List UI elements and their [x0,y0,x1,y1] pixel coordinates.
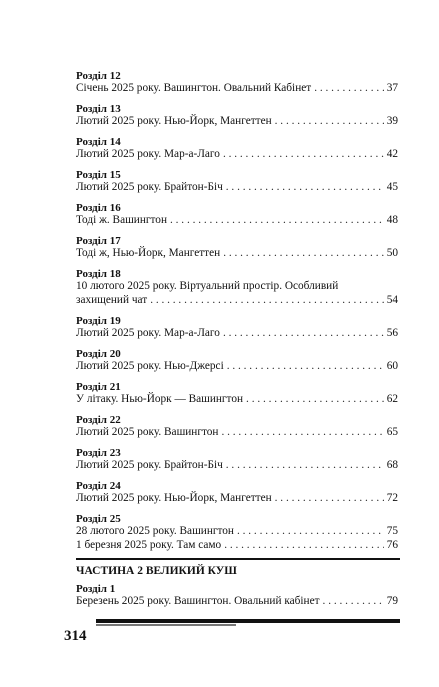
chapter-heading: Розділ 24 [76,480,121,492]
toc-line-text: Лютий 2025 року. Нью-Джерсі [76,360,224,372]
toc-page-number: 54 [386,294,398,306]
toc-entry [76,268,398,308]
toc-entry [76,480,398,506]
toc-line-text: захищений чат [76,294,148,306]
entry-spacer [76,506,398,513]
entry-spacer [76,96,398,103]
toc-line-text: Лютий 2025 року. Мар-а-Лаго [76,327,220,339]
dot-leader [226,181,384,194]
toc-line-text: Лютий 2025 року. Брайтон-Біч [76,459,223,471]
chapter-heading: Розділ 14 [76,136,121,148]
toc-line-text: Січень 2025 року. Вашингтон. Овальний Кабінет [76,82,312,94]
toc-line [76,459,398,473]
chapter-heading: Розділ 25 [76,513,121,525]
entry-spacer [76,308,398,315]
chapter-heading: Розділ 16 [76,202,121,214]
toc-page-number: 39 [386,115,398,127]
dot-leader [223,247,384,260]
toc-line-text: Лютий 2025 року. Брайтон-Біч [76,181,223,193]
toc-page-number: 48 [386,214,398,226]
toc-page-number: 62 [386,393,398,405]
chapter-heading: Розділ 17 [76,235,121,247]
dot-leader [275,115,384,128]
chapter-heading: Розділ 12 [76,70,121,82]
toc-line-text: Тоді ж, Нью-Йорк, Мангеттен [76,247,221,259]
toc-line [76,181,398,195]
toc-line-text: Лютий 2025 року. Нью-Йорк, Мангеттен [76,492,272,504]
toc-page-number: 56 [386,327,398,339]
toc-page-number: 72 [386,492,398,504]
chapter-heading: Розділ 15 [76,169,121,181]
toc-line-text: Лютий 2025 року. Мар-а-Лаго [76,148,220,160]
chapter-heading: Розділ 23 [76,447,121,459]
part-chapter-entry [76,583,398,609]
dot-leader [227,360,384,373]
toc-line [76,294,398,308]
entry-spacer [76,261,398,268]
toc-page-number: 45 [386,181,398,193]
dot-leader [221,426,383,439]
toc-line [76,492,398,506]
dot-leader [275,492,384,505]
toc-entry [76,202,398,228]
dot-leader [170,214,384,227]
dot-leader [150,294,384,307]
toc-line-text: Лютий 2025 року. Нью-Йорк, Мангеттен [76,115,272,127]
toc-page-number: 37 [386,82,398,94]
chapter-heading: Розділ 20 [76,348,121,360]
toc-line [76,214,398,228]
entry-spacer [76,407,398,414]
dot-leader [226,459,384,472]
toc-line [76,82,398,96]
toc-entry [76,513,398,553]
footer-bar [96,619,400,623]
toc-entry [76,70,398,96]
toc-line-text: Березень 2025 року. Вашингтон. Овальний кабінет [76,595,320,607]
toc-entry [76,103,398,129]
toc-line [76,247,398,261]
toc-entry [76,348,398,374]
toc-entry [76,414,398,440]
toc-page-number: 65 [386,426,398,438]
toc-line [76,327,398,341]
toc-page-number: 79 [386,595,398,607]
toc-line-text: 10 лютого 2025 року. Віртуальний простір. Особливий [76,280,339,292]
toc-entry [76,235,398,261]
dot-leader [237,525,384,538]
entry-spacer [76,162,398,169]
toc-entry [76,381,398,407]
chapter-heading: Розділ 1 [76,583,116,595]
toc-page-number: 42 [386,148,398,160]
toc-line [76,539,398,553]
chapter-heading: Розділ 18 [76,268,121,280]
entry-spacer [76,473,398,480]
footer-bar-accent [96,624,236,626]
chapter-heading: Розділ 21 [76,381,121,393]
entry-spacer [76,341,398,348]
page-number: 314 [64,628,87,644]
toc-line [76,426,398,440]
toc-line [76,595,398,609]
section-divider [76,558,400,560]
table-of-contents [76,70,398,553]
toc-line-text: 28 лютого 2025 року. Вашингтон [76,525,234,537]
toc-page-number: 75 [386,525,398,537]
toc-page-number: 50 [386,247,398,259]
toc-line-text: У літаку. Нью-Йорк — Вашингтон [76,393,244,405]
entry-spacer [76,374,398,381]
toc-page-number: 68 [386,459,398,471]
toc-line [76,525,398,539]
dot-leader [223,148,384,161]
toc-page-number: 76 [386,539,398,551]
dot-leader [323,595,384,608]
toc-entry [76,447,398,473]
toc-line-text: Тоді ж. Вашингтон [76,214,167,226]
toc-line [76,148,398,162]
dot-leader [223,327,384,340]
toc-entry [76,315,398,341]
toc-entry [76,136,398,162]
toc-line [76,393,398,407]
toc-page-number: 60 [386,360,398,372]
entry-spacer [76,228,398,235]
dot-leader [246,393,384,406]
toc-line-text: Лютий 2025 року. Вашингтон [76,426,219,438]
toc-line [76,115,398,129]
toc-entry [76,169,398,195]
entry-spacer [76,129,398,136]
chapter-heading: Розділ 22 [76,414,121,426]
chapter-heading: Розділ 13 [76,103,121,115]
toc-line [76,360,398,374]
dot-leader [314,82,384,95]
dot-leader [224,539,384,552]
chapter-heading: Розділ 19 [76,315,121,327]
entry-spacer [76,440,398,447]
entry-spacer [76,195,398,202]
part-title: ЧАСТИНА 2 ВЕЛИКИЙ КУШ [76,565,237,577]
toc-line-text: 1 березня 2025 року. Там само [76,539,222,551]
